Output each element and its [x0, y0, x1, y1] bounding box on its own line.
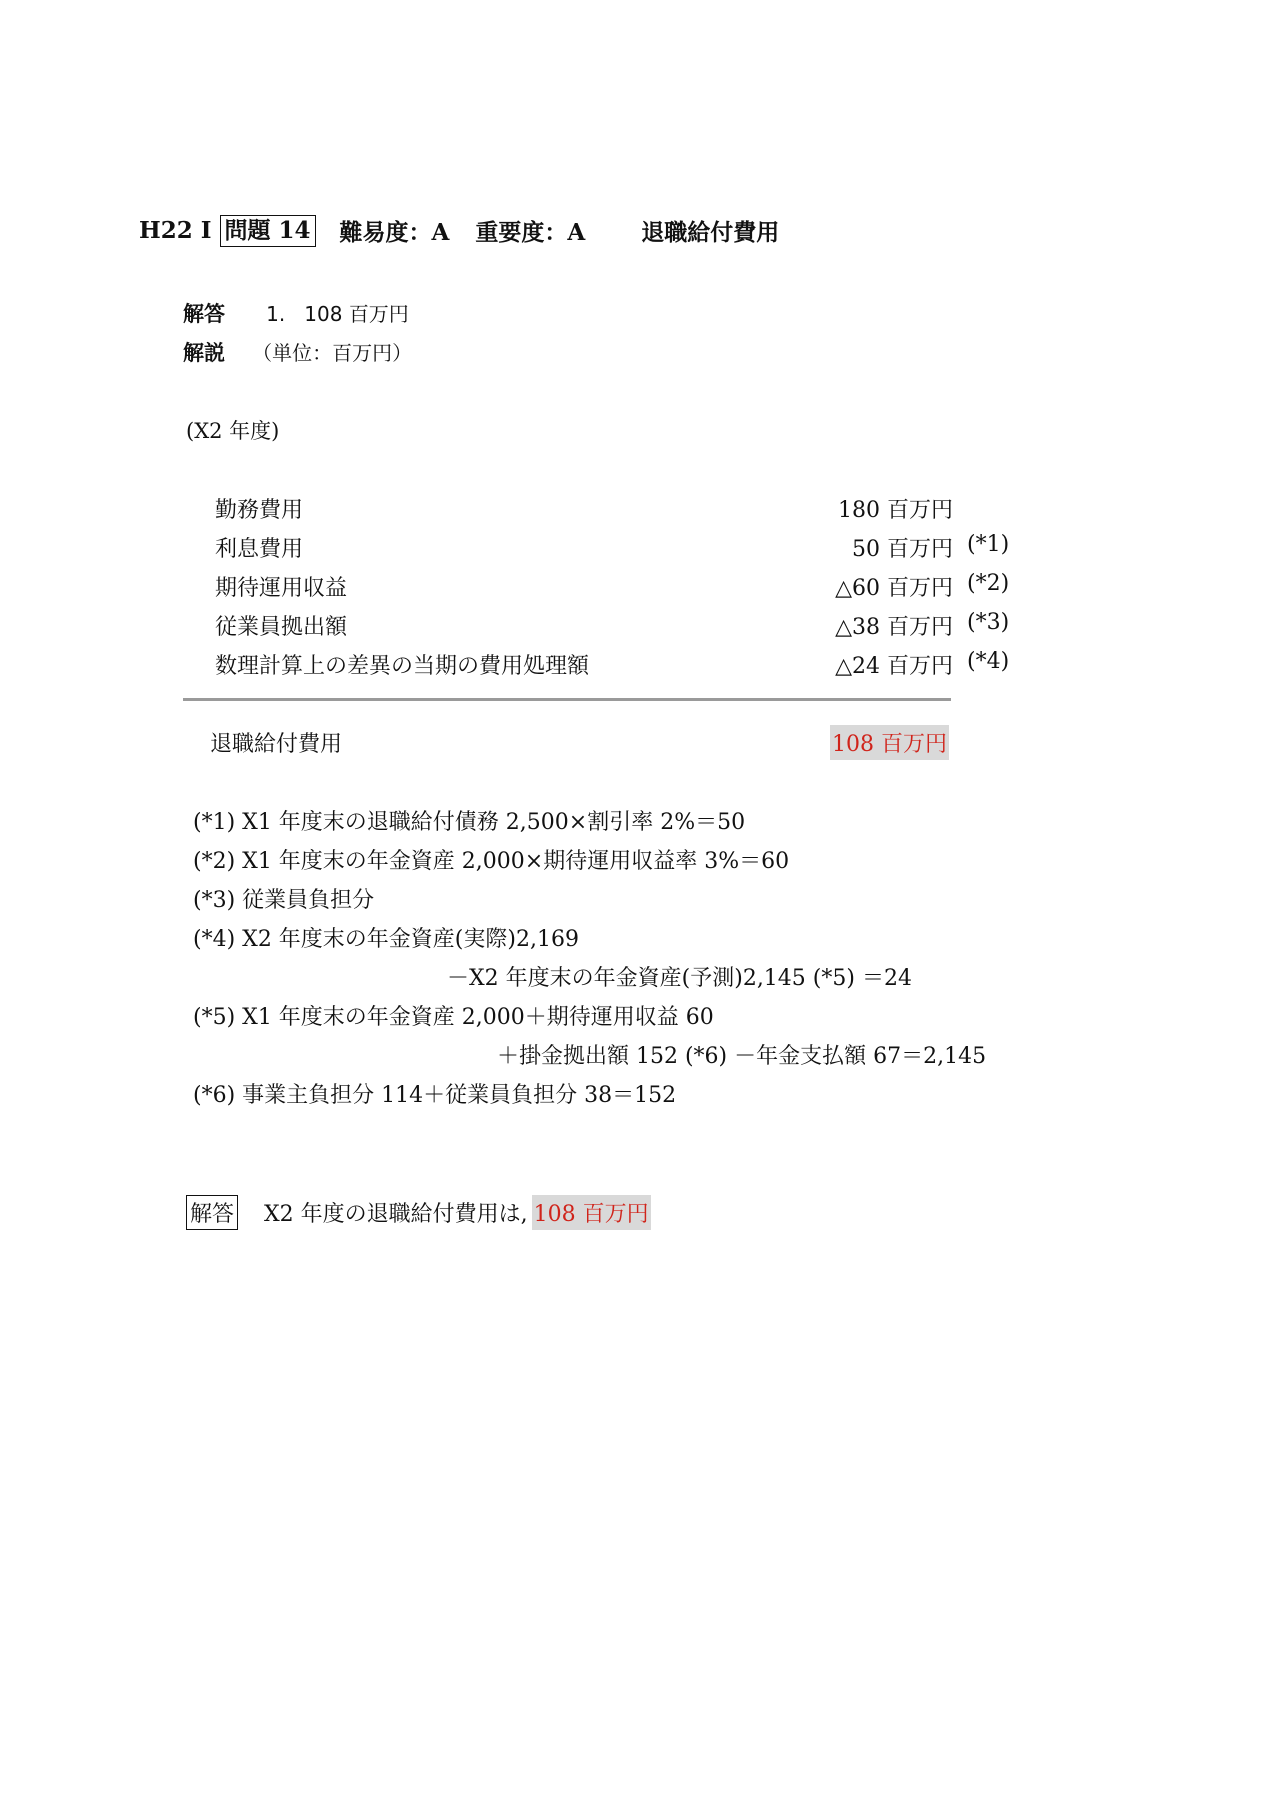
footnote: (*6) 事業主負担分 114＋従業員負担分 38＝152	[193, 1083, 677, 1108]
item-note: (*3)	[967, 610, 1010, 635]
conclusion-value: 108 百万円	[532, 1195, 651, 1230]
problem-header	[139, 214, 779, 247]
unit-note: （単位：百万円）	[252, 341, 413, 365]
conclusion-line	[186, 1195, 651, 1230]
item-label: 勤務費用	[215, 498, 304, 523]
answer-summary	[183, 298, 409, 328]
item-label: 数理計算上の差異の当期の費用処理額	[215, 654, 590, 679]
year-heading: (X2 年度)	[186, 419, 280, 443]
footnote-continuation: ＋掛金拠出額 152 (*6) －年金支払額 67＝2,145	[497, 1044, 987, 1069]
item-value: △24 百万円	[835, 654, 953, 679]
explanation-header	[183, 337, 412, 367]
topic-title: 退職給付費用	[641, 219, 780, 246]
answer-value: 108 百万円	[304, 302, 409, 326]
conclusion-text: X2 年度の退職給付費用は,	[264, 1202, 528, 1227]
difficulty-label: 難易度：A	[339, 219, 450, 246]
footnote: (*5) X1 年度末の年金資産 2,000＋期待運用収益 60	[193, 1005, 714, 1030]
total-label: 退職給付費用	[210, 732, 343, 757]
footnote: (*2) X1 年度末の年金資産 2,000×期待運用収益率 3%＝60	[193, 849, 790, 874]
item-note: (*2)	[967, 571, 1010, 596]
explanation-label: 解説	[183, 341, 225, 365]
footnote: (*1) X1 年度末の退職給付債務 2,500×割引率 2%＝50	[193, 810, 746, 835]
item-note: (*4)	[967, 649, 1010, 674]
total-value: 108 百万円	[830, 725, 949, 760]
item-label: 期待運用収益	[215, 576, 348, 601]
footnote: (*3) 従業員負担分	[193, 888, 375, 913]
exam-code: H22 I	[139, 217, 212, 244]
item-note: (*1)	[967, 532, 1010, 557]
footnote-continuation: －X2 年度末の年金資産(予測)2,145 (*5) ＝24	[447, 966, 912, 991]
answer-number: 1.	[266, 302, 286, 326]
importance-label: 重要度：A	[475, 219, 586, 246]
item-label: 従業員拠出額	[215, 615, 348, 640]
footnote: (*4) X2 年度末の年金資産(実際)2,169	[193, 927, 579, 952]
problem-number-box: 問題 14	[220, 215, 316, 247]
answer-label: 解答	[183, 302, 225, 326]
total-divider	[183, 698, 951, 701]
item-value: 180 百万円	[838, 498, 953, 523]
item-label: 利息費用	[215, 537, 304, 562]
item-value: △38 百万円	[835, 615, 953, 640]
item-value: △60 百万円	[835, 576, 953, 601]
conclusion-label: 解答	[186, 1195, 238, 1230]
item-value: 50 百万円	[852, 537, 953, 562]
